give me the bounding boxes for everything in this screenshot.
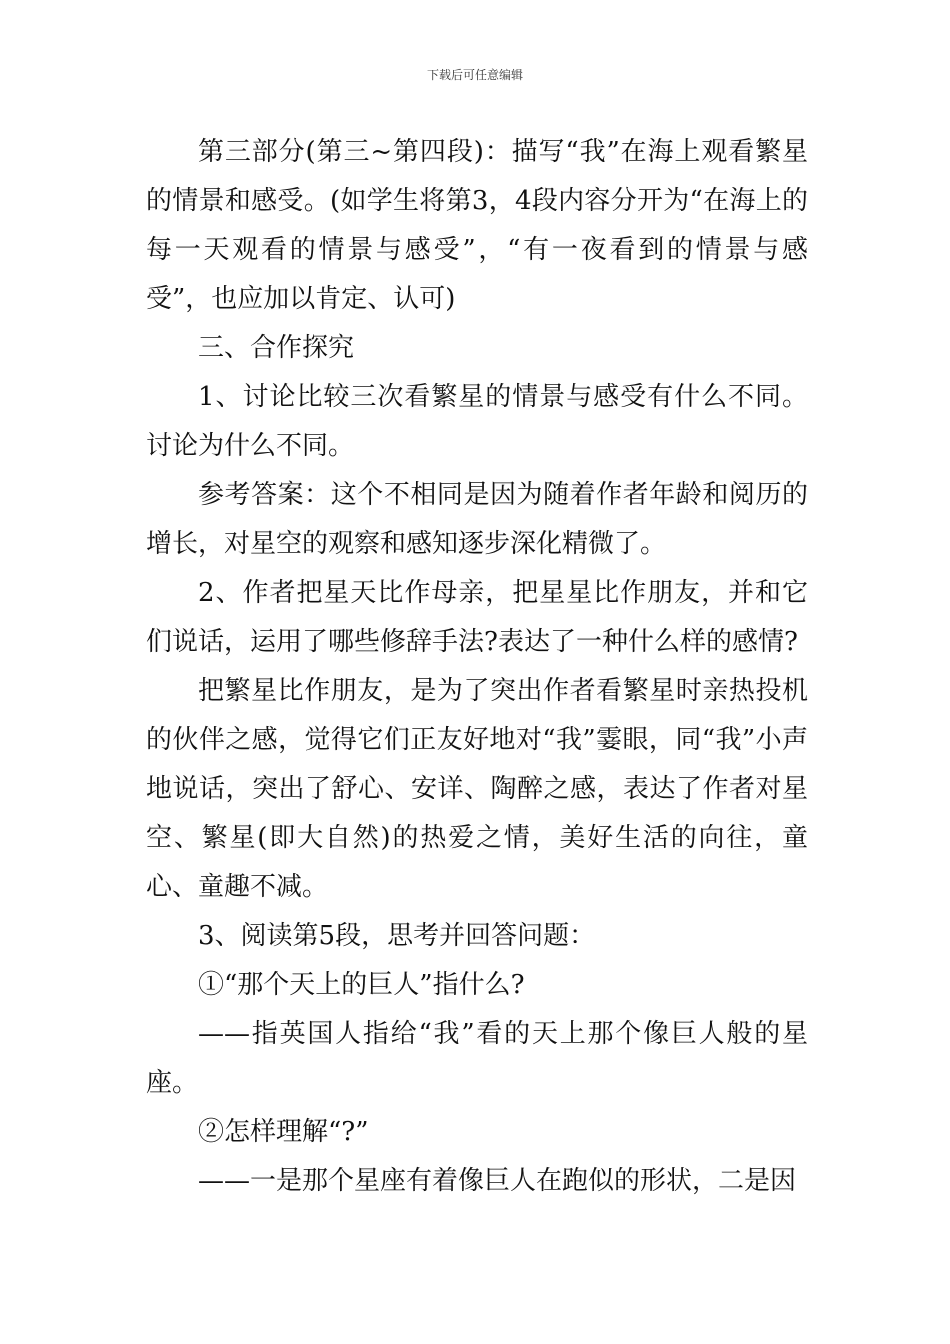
sub-question-2: ②怎样理解“?” — [198, 1117, 369, 1147]
question-3: 3、阅读第5段，思考并回答问题： — [198, 921, 596, 951]
answer-2: 把繁星比作朋友，是为了突出作者看繁星时亲热投机的伙伴之感，觉得它们正友好地对“我”霎眼，同“我”小声地说话，突出了舒心、安详、陶醉之感，表达了作者对星空、繁星(即大自然)的热爱之情，美好生活的向往，童心、童趣不减。 — [146, 676, 808, 902]
question-2: 2、作者把星天比作母亲，把星星比作朋友，并和它们说话，运用了哪些修辞手法?表达了一种什么样的感情? — [146, 578, 808, 657]
sub-answer-2: ——一是那个星座有着像巨人在跑似的形状，二是因 — [198, 1166, 797, 1196]
page-header: 下载后可任意编辑 — [426, 68, 523, 82]
section-heading-cooperative-inquiry: 三、合作探究 — [198, 333, 355, 363]
sub-question-1: ①“那个天上的巨人”指什么? — [198, 970, 525, 1000]
sub-answer-1: ——指英国人指给“我”看的天上那个像巨人般的星座。 — [146, 1019, 808, 1098]
question-1: 1、讨论比较三次看繁星的情景与感受有什么不同。讨论为什么不同。 — [146, 382, 808, 461]
answer-1: 参考答案：这个不相同是因为随着作者年龄和阅历的增长，对星空的观察和感知逐步深化精微了。 — [146, 480, 808, 559]
paragraph-part-three: 第三部分(第三~第四段)：描写“我”在海上观看繁星的情景和感受。(如学生将第3，4段内容分开为“在海上的每一天观看的情景与感受”，“有一夜看到的情景与感受”，也应加以肯定、认可) — [146, 137, 808, 314]
document-body — [146, 128, 808, 1206]
